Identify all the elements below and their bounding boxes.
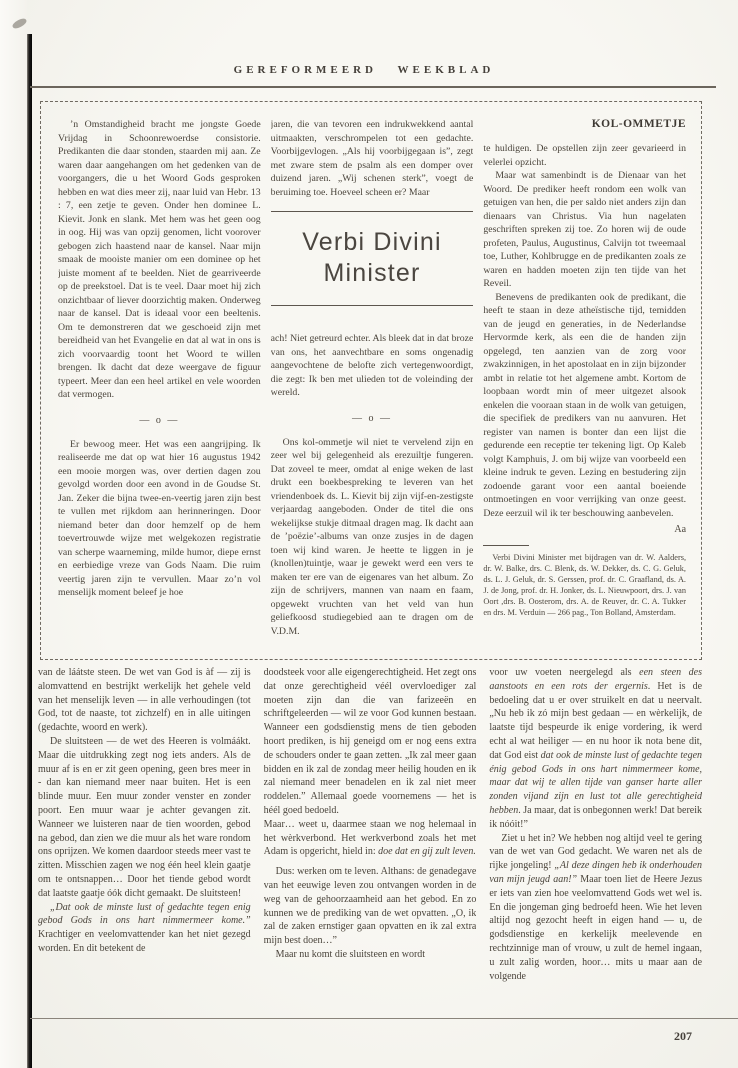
author-initials: Aa xyxy=(674,524,687,535)
spacer xyxy=(271,306,474,332)
paragraph-text: Krachtiger en veelomvattender kan het niet gezegd worden. En dit betekent de xyxy=(38,929,251,954)
paragraph-text: voor uw voeten neergelegd als xyxy=(489,667,640,678)
bottom-column-1 xyxy=(38,666,251,983)
book-spine xyxy=(27,34,32,1068)
paragraph-text: Ziet u het in? We hebben nog altijd veel te gering van de wet van God gedacht. We waren net als de rijke jongeling! xyxy=(489,832,703,872)
paragraph xyxy=(38,901,251,956)
paragraph: De sluitsteen — de wet des Heeren is volmáákt. Maar die uitdrukking zegt nog iets anders. Als de muur af is en er zit geen opening, geen bres meer in - dan kan niemand meer naar buiten. Het is een blinde muur. Een muur zonder venster en zonder poort. Een muur waar je achter gevangen zit. Wanneer we luisteren naar de tien woorden, gebod na gebod, dan zien we die muur als het ware rondom ons oprijzen. We komen daardoor steeds meer vast te zitten. Misschien zagen we nog één heel klein gaatje om te ontsnappen… Door het tiende gebod wordt dat laatste gaatje óók dicht gemaakt. De sluitsteen! xyxy=(38,735,251,899)
paragraph xyxy=(489,666,702,832)
section-separator: — o — xyxy=(352,412,392,424)
paragraph-text: . Ja maar, dat is onbegonnen werk! Dat bereik ik nóóit!” xyxy=(489,804,703,830)
paragraph: Benevens de predikanten ook de predikant, die heeft te staan in deze atheïstische tijd, temidden van de jeugd en generaties, in de Nederlandse Hervormde kerk, als een die de handen zijn opgelegd, ten aanzien van de zorg voor zwakzinnigen, in het apostolaat en in zijn bijzonder ambt in relatie tot het algemene ambt. Kortom de loopbaan wordt min of meer uitgezet alsook enkelen die vooraan staan in de wolk van getuigen, die specifiek de predikers van nu aanvuren. Het register van namen is bonter dan een lijst die gedurende een receptie ter tekening ligt. Op Kaleb volgt Kamphuis, J. om bij wijze van voorbeeld een kleine indruk te geven. Lezing en bestudering zijn zodoende garant voor een aantal boeiende ontmoetingen en voor verrijking van onze geest. Deze eerzuil wil ik ter beschouwing aanbevelen. xyxy=(483,291,687,519)
article-title-line1: Verbi Divini xyxy=(302,228,442,256)
article-title-line2: Minister xyxy=(323,259,421,287)
quote-italic: „Dat ook de minste lust of gedachte tegen enig gebod Gods in ons hart nimmermeer kome.” xyxy=(38,901,251,927)
box-column-3 xyxy=(483,118,686,647)
bottom-article-section xyxy=(38,666,702,983)
box-column-2 xyxy=(271,118,474,647)
page-left-edge xyxy=(0,0,27,1068)
paragraph: doodsteek voor alle eigengerechtigheid. Het zegt ons dat onze gerechtigheid véél overvloediger zal moeten zijn dan die van farizeeën en schriftgeleerden — wil ze voor God kunnen bestaan. Wanneer een godsdienstig mens de tien geboden hoort prediken, is hij geneigd om er nog eens extra de schouders onder te gaan zetten. „Ik zal meer gaan bidden en ik zal de zondag meer heilig houden en ik zal niemand meer benadelen en ik zal niet meer roddelen.” Allemaal goede voornemens — het is héél goed bedoeld. xyxy=(263,667,477,816)
framed-article-box xyxy=(40,101,702,660)
bottom-column-2 xyxy=(264,666,477,983)
paragraph: Ons kol-ommetje wil niet te vervelend zijn en zeer wel bij gelegenheid als erezuiltje fungeren. Dat zoveel te meer, omdat al enige weken de last drukt een boekbespreking te leveren van het vriendenboek ds. L. Kievit bij zijn vijf-en-zestigste verjaardag aangeboden. Onder de titel die ons wekelijkse stukje ditmaal dragen mag. Ik dacht aan de ’poëzie’-albums van onze zusjes in de dagen toen wij kind waren. Je heette te liggen in je (knollen)tuintje, waar je gewekt werd een vers te maken ter ere van de eigenares van het album. Zo zijn de schrijvers, mannen van naam en faam, opgewekt vruchten van het veld van hun geliefkoosd studiegebied aan te dragen om de V.D.M. xyxy=(270,436,474,637)
paragraph: Dus: werken om te leven. Althans: de genadegave van het eeuwige leven zou ontvangen worden in de weg van de gehoorzaamheid aan het gebod. En zo kunnen we de prediking van de wet opvatten. „O, ik zal de zaken ernstiger gaan opvatten en ik zal extra mijn best doen…” xyxy=(263,866,477,947)
paragraph xyxy=(489,832,702,984)
paragraph xyxy=(264,818,477,859)
quote-italic: dat ook de minste lust of gedachte tegen énig gebod Gods in ons hart nimmermeer kome, maar dat wij te allen tijde van ganser harte aller zonden vijand zijn en lust tot alle gerechtigheid hebben xyxy=(489,749,703,816)
masthead-rule xyxy=(30,86,716,88)
bottom-column-3 xyxy=(489,666,702,983)
paragraph: ’n Omstandigheid bracht me jongste Goede Vrijdag in Schoonrewoerdse consistorie. Predikanten die daar stonden, staarden mij aan. Ze waren daar aangehangen om het gedenken van de voorgangers, die u het Woord Gods gesproken hebben en wat dies meer zij, naar luid van Hebr. 13 : 7, een zetje te geven. Onder hen dominee L. Kievit. Jonk en slank. Met hem was het geen oog in oog. Hij was van opzij genomen, licht voorover gebogen zich haastend naar de kansel. Naar mijn smaak de mooiste manier om een dominee op het juiste moment af te beelden. Niet de gearriveerde op de preekstoel. Dat is te veel. Daar moet hij zich onzichtbaar of liever doorzichtig maken. Onderweg naar de kansel. Dat is ideaal voor een beeltenis. Om te demonstreren dat we geschoeid zijn met bereidheid van het Evangelie en dat al wat in ons is zich voorvaardig toont het Woord te willen brengen. Ik dacht dat deze weergave de figuur typeert. Meer dan een heel artikel en vele woorden dat vermogen. xyxy=(58,119,261,400)
title-rule-top xyxy=(271,211,474,212)
page-footer-rule xyxy=(30,1018,738,1019)
paragraph: Maar wat samenbindt is de Dienaar van het Woord. De prediker heeft rondom een wolk van getuigen van hen, die per saldo niet anders zijn dan dienaars van Christus. Via hun nagelaten geschriften spreken zij toe. Zo horen wij de oude profeten, Paulus, Augustinus, Calvijn tot tweemaal toe, Luther, Kohlbrugge en de predikanten zoals ze waren en hadden moeten zijn ten tijde van het Reveil. xyxy=(483,170,687,289)
paragraph-text: Maar toen liet de Heere Jezus er iets van zien hoe veelomvattend Gods wet wel is. En die jongeman ging bedroefd heen. Wie het leven altijd nog gezocht heeft in eigen hand — u, de godsdienstige en kerkelijk meelevende en rechtzinnige man of vrouw, u zult de hemel ingaan, u zult zalig worden, hoor… mits u maar aan de volgende xyxy=(489,873,703,982)
paragraph: ach! Niet getreurd echter. Als bleek dat in dat broze van ons, het aanvechtbare en soms ongenadig aangevochtene de belofte zich vertegenwoordigt, die zegt: Ik ben met ulieden tot de voleinding der wereld. xyxy=(270,333,474,398)
box-column-1 xyxy=(58,118,261,647)
footnote-rule xyxy=(483,545,529,546)
masthead-title: GEREFORMEERD WEEKBLAD xyxy=(233,64,495,76)
paragraph-text: . Het is de bedoeling dat u er over struikelt en dat u neervalt. „Nu heb ik zó mijn best gedaan — en wèrkelijk, de laatste tijd bespeurde ik enige vordering, ik werd echt al wat heiliger — en nu hoor ik nota bene dit, dat God eist xyxy=(489,680,703,761)
quote-italic: doe dat en gij zult leven. xyxy=(378,846,476,858)
book-footnote: Verbi Divini Minister met bijdragen van dr. W. Aalders, dr. W. Balke, drs. C. Blenk, ds. W. Dekker, ds. C. G. Geluk, ds. L. J. Geluk, dr. S. Gerssen, prof. dr. C. Graafland, ds. A. J. de Jong, prof. dr. H. Jonker, ds. L. Nieuwpoort, drs. J. van Oort ,drs. B. Oosterom, drs. A. de Reuver, dr. C. A. Tukker en drs. M. Verduin — 266 pag., Ton Bolland, Amsterdam. xyxy=(483,553,687,617)
quote-italic: een steen des aanstoots en een rots der ergernis xyxy=(489,667,703,692)
paragraph: te huldigen. De opstellen zijn zeer gevarieerd in velerlei opzicht. xyxy=(483,143,687,168)
paragraph: van de láátste steen. De wet van God is àf — zij is alomvattend en bestrijkt werkelijk het gehele veld van het menselijk leven — in alle verhoudingen (tot God, tot de naaste, tot zichzelf) en in alle uitingen (gedachte, woord en werk). xyxy=(38,667,251,734)
quote-italic: „Al deze dingen heb ik onderhouden van mijn jeugd aan!” xyxy=(489,860,702,885)
article-title xyxy=(271,227,474,289)
paragraph: Maar nu komt die sluitsteen en wordt xyxy=(275,948,426,960)
paragraph: Er bewoog meer. Het was een aangrijping. Ik realiseerde me dat op wat hier 16 augustus 1942 een mooie morgen was, over dertien dagen zou gevolgd worden door een avond in de Goudse St. Jan. Zeker die bijna twee-en-veertig jaren zijn best te vullen met rijkdom aan herinneringen. Door niemand beter dan door hemzelf op de hem toevertrouwde wijze met welgekozen registratie van scherpe waarneming, milde humor, diepe ernst en eerbiedige vreze van Gods Naam. Die ruim veertig jaren zijn te vervullen. Maar zo’n vol menselijk moment beleef je hoe xyxy=(58,438,261,598)
section-separator: — o — xyxy=(139,414,180,426)
page-number: 207 xyxy=(674,1029,692,1043)
paragraph: jaren, die van tevoren een indrukwekkend aantal uitmaakten, verschrompelen tot een gedachte. Voorbijgevlogen. „Als hij voorbijgegaan is”, zegt met zware stem de psalm als een domper over duizend jaren. „Wij schenen sterk”, voegt de beruiming toe. Hoeveel scheen er? Maar xyxy=(270,119,474,198)
paragraph-text: Maar… weet u, daarmee staan we nog helemaal in het wèrkverbond. Het werkverbond zoals het met Adam is opgericht, hield in: xyxy=(263,818,477,858)
column-header-kol-ommetje: KOL-OMMETJE xyxy=(591,118,687,130)
